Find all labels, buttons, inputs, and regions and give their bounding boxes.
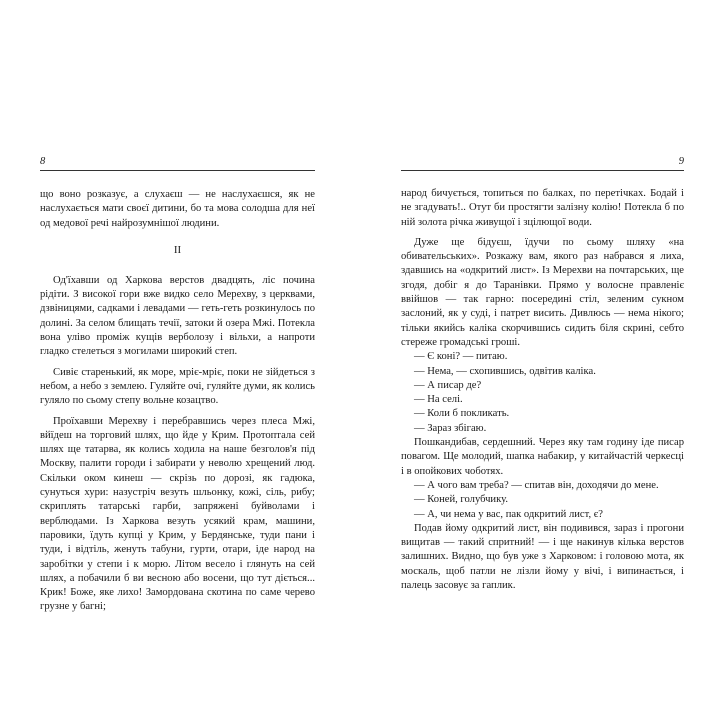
left-page-text xyxy=(40,188,315,615)
paragraph: Проїхавши Мерехву і перебравшись через плеса Мжі, вйїдеш на торговий шлях, що йде у Крим. Протоптала сей шлях ще татарва, як колись ходила на наше безголов'я під Москву, палити городи і забирати у неволю хрещений люд. Скільки оком кинеш — скрізь по дорозі, як гадюка, сунуться хури: назустріч везуть шльонку, кожі, сіль, рибу; скриплять татарські гарби, запряжені буйволами і верблюдами. Із Харкова везуть усякий крам, машини, паровики, їдуть купці у Крим, у Бердянське, туди пани і туди, і відтіль, женуть табуни, гурти, отари, іде народ на заробітки у степи і к морю. Літом весело і глянуть на сей шлях, а побачили б ви весною або восени, що тут діється... Крик! Боже, яке лихо! Замордована скотина по саме черево грузне у багні; xyxy=(40,415,315,613)
page-number-left: 8 xyxy=(40,156,46,167)
paragraph: Подав йому одкритий лист, він подивився, зараз і прогони вищитав — такий спритний! — і ще накинув кілька верстов залишних. Видно, що був уже з Харковом: і головою мота, як москаль, щоб патли не лізли йому у вічі, і випинається, і палець засовує за гаплик. xyxy=(401,522,684,592)
paragraph: Сивіє старенький, як море, мріє-мріє, поки не зійдеться з небом, а небо з землею. Гуляйте очі, гуляйте думи, як колись гуляло по сьому степу вольне козацтво. xyxy=(40,366,315,407)
dialogue-line: — Нема, — схопившись, одвітив каліка. xyxy=(414,365,596,377)
header-rule-left xyxy=(40,170,315,171)
dialogue-line: — А, чи нема у вас, пак одкритий лист, є? xyxy=(414,508,604,520)
dialogue-line: — Зараз збігаю. xyxy=(414,422,487,434)
dialogue-line: — На селі. xyxy=(414,394,463,406)
dialogue-line: — Коли б покликать. xyxy=(414,408,510,420)
paragraph: Од'їхавши од Харкова верстов двадцять, ліс починa рідіти. З високої гори вже видко село Мерехву, з церквами, дзвіницями, садками і левадами — геть-геть розкинулось по долині. За селом блищать течії, затоки й озера Мжі. Потекла вона уліво проміж кущів верболозу і вільхи, а напроти гладко стелеться з могилами широкий степ. xyxy=(40,274,315,358)
paragraph: народ бичується, топиться по балках, по перетічках. Бодай і не згадувать!.. Отут би простягти залізну колію! Потекла б по ній золота річка живущої і зцілющої води. xyxy=(401,188,684,228)
paragraph: Пошкандибав, сердешний. Через яку там годину іде писар повагом. Ще молодий, шапка набакир, у китайчастій черкесці і в опойкових чоботях. xyxy=(401,437,684,477)
dialogue-line: — Коней, голубчику. xyxy=(414,494,508,506)
chapter-heading: II xyxy=(173,243,182,256)
header-rule-right xyxy=(401,170,684,171)
paragraph: що воно розказує, а слухаєш — не наслухаєшся, як не наслухається мати своєї дитини, бо та мова солодша для неї од медової речі найрозумнішої людини. xyxy=(40,189,315,229)
dialogue-line: — Є коні? — питаю. xyxy=(414,351,508,363)
paragraph: Дуже ще бідуєш, їдучи по сьому шляху «на обивательських». Розкажу вам, якого раз набрався я лиха, здавшись на «одкритий лист». Із Мерехви на почтарських, ще згодя, добіг я до Таранівки. Прямо у волосне правленіє ввійшов — так гарно: посередині стіл, зеленим сукном заслоний, як у суді, і патрет висить. Дивлюсь — нема нікого; тільки якийсь каліка скорчившись сидить біля скрині, себто стереже громадські гроші. xyxy=(401,236,684,348)
dialogue-line: — А чого вам треба? — спитав він, доходячи до мене. xyxy=(414,479,659,491)
dialogue-line: — А писар де? xyxy=(414,379,482,391)
right-page-text xyxy=(401,187,684,593)
page-number-right: 9 xyxy=(678,156,684,167)
